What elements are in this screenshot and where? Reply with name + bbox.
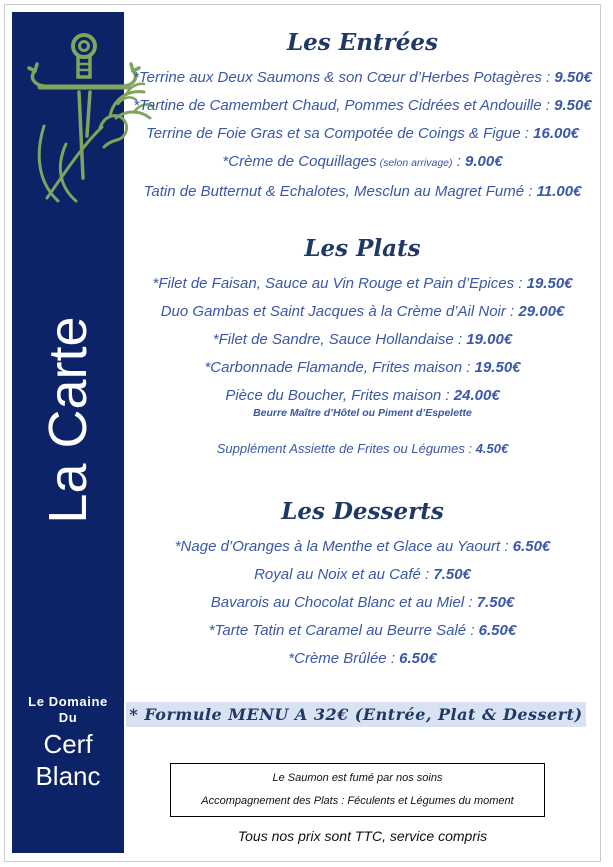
restaurant-name: Cerf Blanc <box>35 729 101 791</box>
item-price: 9.50€ <box>554 69 592 86</box>
menu-item <box>124 154 601 171</box>
note-accompagnement: Accompagnement des Plats : Féculents et Légumes du moment <box>201 795 514 807</box>
menu-item <box>124 623 601 638</box>
ttc-notice: Tous nos prix sont TTC, service compris <box>237 828 488 844</box>
formule-menu-band: * Formule MENU A 32€ (Entrée, Plat & Dessert) <box>126 702 586 727</box>
item-price: 6.50€ <box>399 650 437 667</box>
item-name: Royal au Noix et au Café <box>254 566 421 583</box>
domaine-line1: Le Domaine <box>28 694 108 709</box>
menu-item <box>124 70 601 85</box>
section-title: Les Entrées <box>287 29 438 56</box>
item-colon: : <box>453 331 467 348</box>
item-colon: : <box>464 594 477 611</box>
menu-item <box>124 388 601 419</box>
item-price: 9.00€ <box>465 153 503 170</box>
item-colon: : <box>420 566 434 583</box>
menu-item <box>124 651 601 666</box>
item-colon: : <box>441 387 454 404</box>
menu-item <box>124 276 601 291</box>
item-colon: : <box>462 359 475 376</box>
item-name: *Filet de Faisan, Sauce au Vin Rouge et Pain d’Epices <box>152 275 515 292</box>
item-colon: : <box>466 622 479 639</box>
section-title: Les Plats <box>304 235 421 262</box>
menu-content <box>124 4 601 844</box>
item-colon: : <box>520 125 534 142</box>
item-colon: : <box>386 650 400 667</box>
menu-item <box>124 304 601 319</box>
menu-item <box>124 332 601 347</box>
item-colon: : <box>541 69 555 86</box>
item-colon: : <box>505 303 519 320</box>
item-price: 19.50€ <box>526 275 573 292</box>
item-name: Pièce du Boucher, Frites maison <box>225 387 442 404</box>
menu-item <box>124 360 601 375</box>
note-saumon: Le Saumon est fumé par nos soins <box>272 772 443 784</box>
menu-item <box>124 567 601 582</box>
item-colon: : <box>541 97 555 114</box>
notes-box <box>170 763 545 817</box>
sidebar <box>12 12 124 853</box>
item-note: (selon arrivage) <box>376 157 453 169</box>
item-colon: : <box>514 275 527 292</box>
item-price: 16.00€ <box>533 125 580 142</box>
sidebar-footer <box>12 694 124 792</box>
item-name: *Nage d’Oranges à la Menthe et Glace au Yaourt <box>174 538 501 555</box>
item-name: *Crème de Coquillages <box>222 153 377 170</box>
item-price: 11.00€ <box>536 183 582 200</box>
item-name: *Terrine aux Deux Saumons & son Cœur d’Herbes Potagères <box>133 69 542 86</box>
item-name: *Carbonnade Flamande, Frites maison <box>204 359 463 376</box>
item-price: 9.50€ <box>554 97 592 114</box>
item-colon: : <box>524 183 537 200</box>
menu-section <box>124 234 601 456</box>
item-name: Supplément Assiette de Frites ou Légumes <box>216 441 465 456</box>
item-name: *Tartine de Camembert Chaud, Pommes Cidrées et Andouille <box>133 97 542 114</box>
item-colon: : <box>452 153 466 170</box>
item-name: Duo Gambas et Saint Jacques à la Crème d’Ail Noir <box>160 303 506 320</box>
item-name: *Tarte Tatin et Caramel au Beurre Salé <box>208 622 467 639</box>
item-name: Bavarois au Chocolat Blanc et au Miel <box>210 594 465 611</box>
menu-sections <box>124 28 601 666</box>
menu-item <box>124 441 601 456</box>
item-price: 7.50€ <box>476 594 515 611</box>
item-subtext: Beurre Maître d’Hôtel ou Piment d’Espelette <box>253 407 472 419</box>
sidebar-vertical-title: La Carte <box>38 316 98 524</box>
item-price: 6.50€ <box>478 622 517 639</box>
item-name: Terrine de Foie Gras et sa Compotée de Coings & Figue <box>145 125 521 142</box>
item-name: Tatin de Butternut & Echalotes, Mesclun au Magret Fumé <box>143 183 525 200</box>
menu-section <box>124 497 601 666</box>
item-colon: : <box>464 441 476 456</box>
item-price: 19.50€ <box>474 359 521 376</box>
item-price: 7.50€ <box>433 566 471 583</box>
item-name: *Crème Brûlée <box>288 650 387 667</box>
item-price: 29.00€ <box>518 303 565 320</box>
item-price: 4.50€ <box>475 441 509 456</box>
item-colon: : <box>500 538 513 555</box>
section-title: Les Desserts <box>281 498 444 525</box>
menu-item <box>124 595 601 610</box>
menu-section <box>124 28 601 199</box>
menu-item <box>124 539 601 554</box>
item-name: *Filet de Sandre, Sauce Hollandaise <box>212 331 454 348</box>
item-price: 24.00€ <box>453 387 500 404</box>
menu-item <box>124 98 601 113</box>
item-price: 19.00€ <box>466 331 513 348</box>
menu-item <box>124 184 601 199</box>
item-price: 6.50€ <box>512 538 551 555</box>
menu-item <box>124 126 601 141</box>
domaine-line2: Du <box>58 710 78 725</box>
